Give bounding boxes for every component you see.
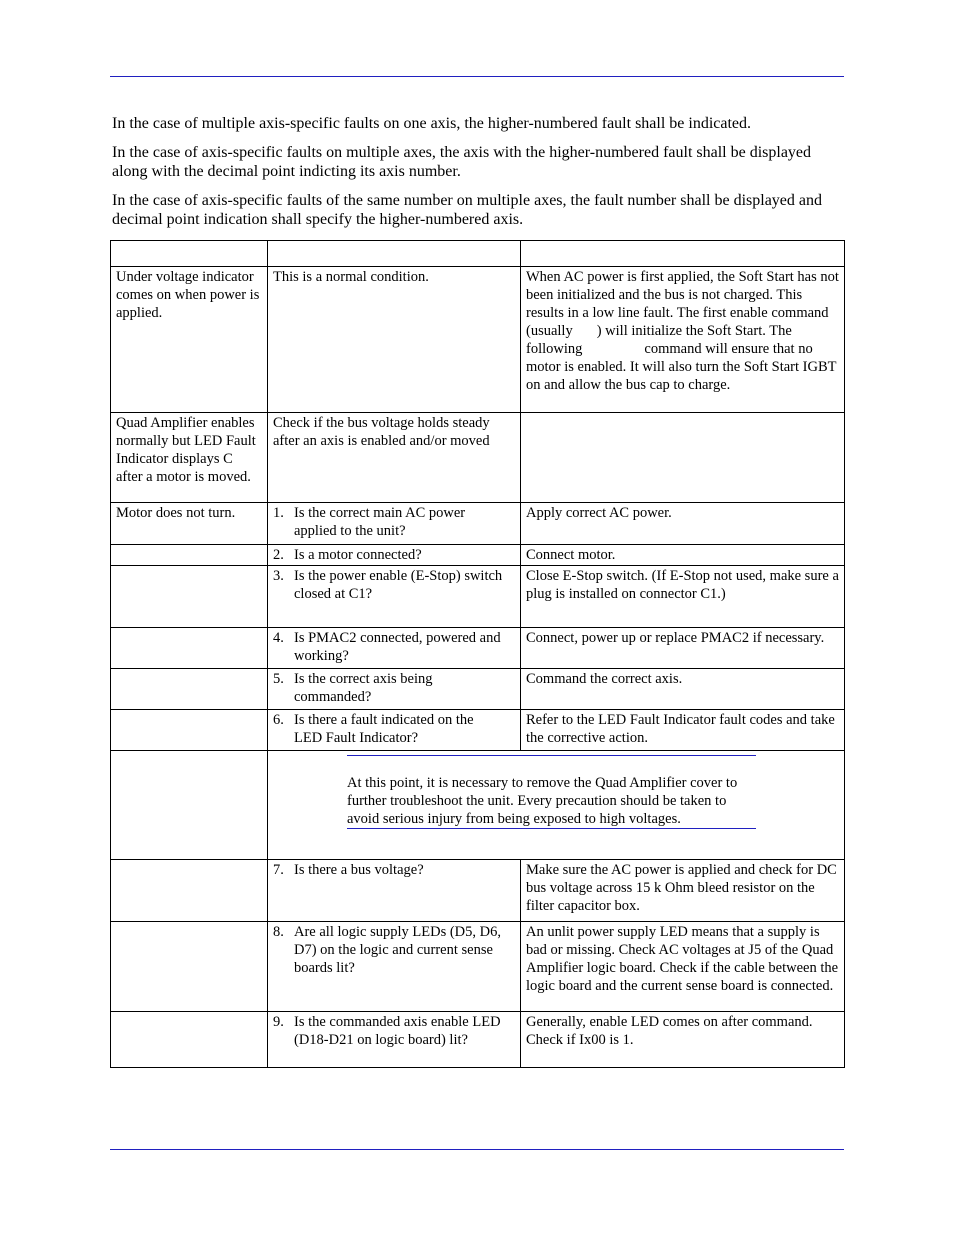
- check-cell: [268, 669, 521, 710]
- header-cell-check: [268, 241, 521, 267]
- action-cell: Connect, power up or replace PMAC2 if necessary.: [521, 628, 845, 669]
- question-number: 6.: [273, 712, 284, 728]
- action-cell: Make sure the AC power is applied and check for DC bus voltage across 15 k Ohm bleed resistor on the filter capacitor box.: [521, 860, 845, 922]
- question-text: Are all logic supply LEDs (D5, D6, D7) on the logic and current sense boards lit?: [294, 924, 501, 976]
- action-cell: Refer to the LED Fault Indicator fault codes and take the corrective action.: [521, 710, 845, 751]
- symptom-cell: Motor does not turn.: [111, 503, 268, 545]
- check-cell: [268, 545, 521, 566]
- question-text: Is the power enable (E-Stop) switch closed at C1?: [294, 568, 503, 602]
- check-cell: Check if the bus voltage holds steady after an axis is enabled and/or moved: [268, 413, 521, 503]
- symptom-cell: Quad Amplifier enables normally but LED Fault Indicator displays C after a motor is moved.: [111, 413, 268, 503]
- symptom-cell: [111, 922, 268, 1012]
- table-row: [111, 1012, 845, 1068]
- footer-rule: [110, 1149, 844, 1150]
- check-cell: [268, 1012, 521, 1068]
- caution-cell: [268, 751, 845, 860]
- symptom-cell: [111, 545, 268, 566]
- table-row: [111, 503, 845, 545]
- table-row: [111, 669, 845, 710]
- header-rule: [110, 76, 844, 77]
- table-row: [111, 628, 845, 669]
- troubleshooting-table: [110, 240, 845, 1068]
- question-number: 4.: [273, 630, 284, 646]
- table-row: [111, 710, 845, 751]
- paragraph-same-fault-multiple-axes: In the case of axis-specific faults of the same number on multiple axes, the fault number shall be displayed and decimal point indication shall specify the higher-numbered axis.: [112, 192, 822, 228]
- symptom-cell: [111, 710, 268, 751]
- action-cell: Generally, enable LED comes on after command. Check if Ix00 is 1.: [521, 1012, 845, 1068]
- table-row: [111, 860, 845, 922]
- action-cell: An unlit power supply LED means that a supply is bad or missing. Check AC voltages at J5 of the Quad Amplifier logic board. Check if the cable between the logic board and the current sense board is connected.: [521, 922, 845, 1012]
- question-text: Is the correct main AC power applied to the unit?: [294, 505, 466, 539]
- question-text: Is there a bus voltage?: [294, 862, 424, 878]
- check-cell: This is a normal condition.: [268, 267, 521, 413]
- caution-note: [347, 755, 756, 829]
- table-row: [111, 545, 845, 566]
- action-cell: [521, 267, 845, 413]
- header-cell-action: [521, 241, 845, 267]
- question-number: 8.: [273, 924, 284, 940]
- question-number: 3.: [273, 568, 284, 584]
- paragraph-faults-multiple-axes: In the case of axis-specific faults on multiple axes, the axis with the higher-numbered fault shall be displayed along with the decimal point indicting its axis number.: [112, 144, 812, 180]
- question-number: 2.: [273, 547, 284, 563]
- action-cell: Connect motor.: [521, 545, 845, 566]
- symptom-cell: [111, 1012, 268, 1068]
- question-number: 7.: [273, 862, 284, 878]
- check-cell: [268, 922, 521, 1012]
- check-cell: [268, 628, 521, 669]
- question-text: Is the commanded axis enable LED (D18-D21 on logic board) lit?: [294, 1014, 501, 1048]
- action-cell: Command the correct axis.: [521, 669, 845, 710]
- table-header-row: [111, 241, 845, 267]
- check-cell: [268, 860, 521, 922]
- header-cell-symptom: [111, 241, 268, 267]
- table-row: [111, 267, 845, 413]
- action-cell: Close E-Stop switch. (If E-Stop not used, make sure a plug is installed on connector C1.): [521, 566, 845, 628]
- symptom-cell: [111, 628, 268, 669]
- check-cell: [268, 503, 521, 545]
- check-cell: [268, 566, 521, 628]
- action-text-part: When AC power is first applied, the Soft Start has not been initialized and the bus is not charged. This results in a low line fault. The first enable command (usually: [526, 269, 839, 339]
- check-cell: [268, 710, 521, 751]
- question-text: Is PMAC2 connected, powered and working?: [294, 630, 501, 664]
- question-text: Is there a fault indicated on the LED Fault Indicator?: [294, 712, 474, 746]
- question-text: Is the correct axis being commanded?: [294, 671, 433, 705]
- action-cell: [521, 413, 845, 503]
- symptom-cell: [111, 566, 268, 628]
- question-text: Is a motor connected?: [294, 547, 422, 563]
- symptom-cell: [111, 669, 268, 710]
- table-row: [111, 566, 845, 628]
- table-row: [111, 413, 845, 503]
- caution-row: [111, 751, 845, 860]
- question-number: 1.: [273, 505, 284, 521]
- action-text-part: command will ensure that no motor is enabled. It will also turn the Soft Start IGBT on and allow the bus cap to charge.: [526, 341, 837, 393]
- question-number: 9.: [273, 1014, 284, 1030]
- action-text-part: ) will initialize the Soft Start. The following: [526, 323, 792, 357]
- table-row: [111, 922, 845, 1012]
- symptom-cell: [111, 860, 268, 922]
- caution-text: At this point, it is necessary to remove the Quad Amplifier cover to further troubleshoot the unit. Every precaution should be taken to avoid serious injury from being exposed to high voltages.: [347, 775, 738, 827]
- question-number: 5.: [273, 671, 284, 687]
- paragraph-multiple-faults-one-axis: In the case of multiple axis-specific faults on one axis, the higher-numbered fault shall be indicated.: [112, 115, 752, 132]
- symptom-cell: [111, 751, 268, 860]
- action-cell: Apply correct AC power.: [521, 503, 845, 545]
- symptom-cell: Under voltage indicator comes on when power is applied.: [111, 267, 268, 413]
